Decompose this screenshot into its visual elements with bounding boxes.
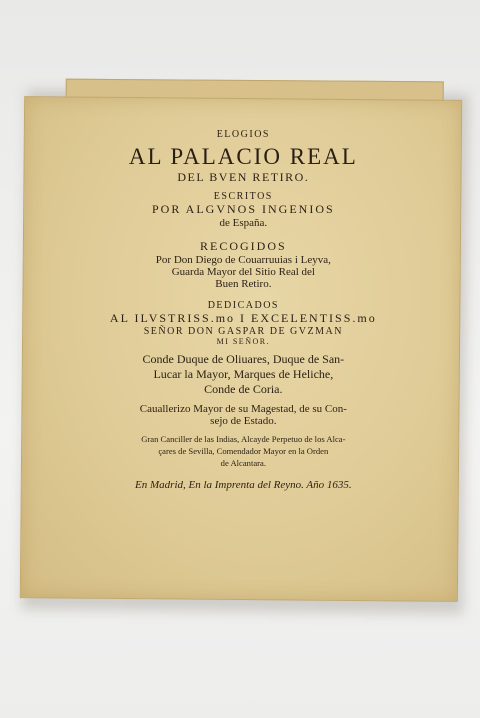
main-title: AL PALACIO REAL bbox=[128, 144, 358, 170]
title-page-text bbox=[93, 129, 393, 491]
text-line: sejo de Estado. bbox=[210, 415, 277, 428]
text-line: MI SEÑOR. bbox=[216, 337, 271, 347]
imprint-line: En Madrid, En la Imprenta del Reyno. Año 1635. bbox=[135, 479, 352, 492]
text-line: DEL BVEN RETIRO. bbox=[177, 170, 310, 185]
text-line: Por Don Diego de Couarruuias i Leyva, bbox=[155, 254, 331, 267]
text-line: DEDICADOS bbox=[207, 300, 279, 312]
text-line: POR ALGVNOS INGENIOS bbox=[151, 202, 335, 217]
text-line: de Alcantara. bbox=[220, 458, 267, 469]
text-line: de España. bbox=[219, 217, 268, 230]
text-line: Conde de Coria. bbox=[204, 382, 283, 397]
text-line: AL ILVSTRISS.mo I EXCELENTISS.mo bbox=[109, 311, 377, 326]
text-line: Conde Duque de Oliuares, Duque de San- bbox=[142, 352, 345, 367]
text-line: ESCRITOS bbox=[213, 191, 273, 203]
text-line: Cauallerizo Mayor de su Magestad, de su Con- bbox=[139, 403, 347, 416]
text-line: ELOGIOS bbox=[216, 129, 270, 141]
text-line: Gran Canciller de las Indias, Alcayde Perpetuo de los Alca- bbox=[141, 434, 346, 445]
text-line: RECOGIDOS bbox=[199, 239, 287, 254]
text-line: Lucar la Mayor, Marques de Heliche, bbox=[153, 367, 334, 382]
text-line: çares de Sevilla, Comendador Mayor en la Orden bbox=[158, 446, 329, 457]
text-line: Buen Retiro. bbox=[215, 278, 272, 291]
text-line: SEÑOR DON GASPAR DE GVZMAN bbox=[143, 326, 343, 338]
text-line: Guarda Mayor del Sitio Real del bbox=[171, 266, 315, 279]
title-page bbox=[20, 96, 462, 602]
